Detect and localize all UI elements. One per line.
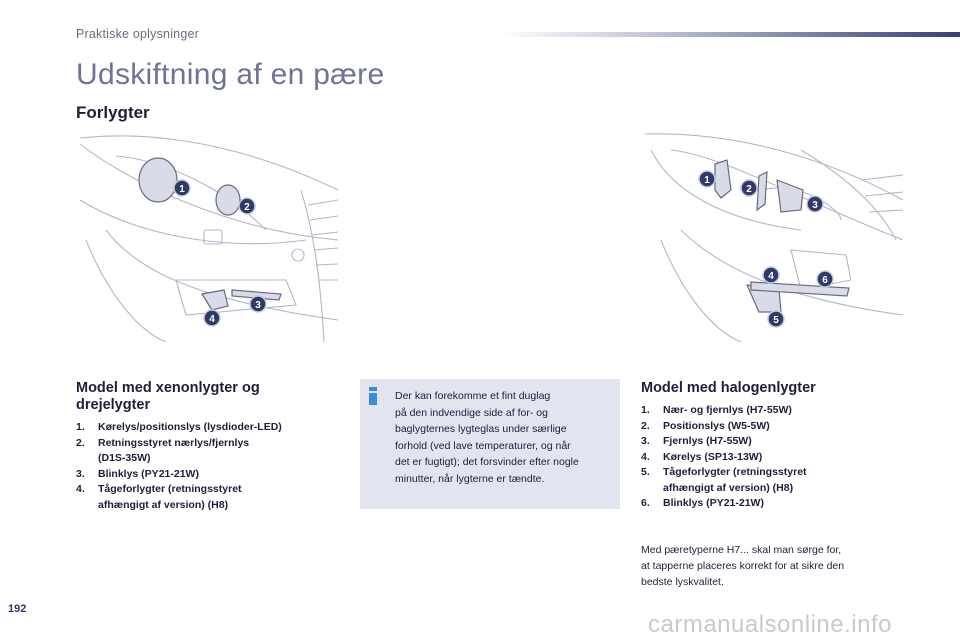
badge-halogen-5 [768, 311, 784, 327]
list-item: 4. Tågeforlygter (retningsstyret afhængigt af version) (H8) [76, 483, 242, 511]
list-item: 1. Nær- og fjernlys (H7-55W) [641, 404, 792, 416]
halogen-headlamp-illustration [641, 130, 903, 342]
badge-xenon-3 [250, 296, 266, 312]
xenon-section-title [76, 380, 336, 414]
list-item: 3. Blinklys (PY21-21W) [76, 467, 199, 480]
xenon-title-line1: Model med xenonlygter og [76, 380, 260, 396]
list-item: 5. Tågeforlygter (retningsstyret afhængigt af version) (H8) [641, 466, 807, 494]
list-item: 2. Retningsstyret nærlys/fjernlys (D1S-35W) [76, 436, 250, 464]
xenon-title-line2: drejelygter [76, 397, 151, 413]
list-item: 1. Kørelys/positionslys (lysdioder-LED) [76, 421, 282, 433]
badge-halogen-2 [741, 180, 757, 196]
list-item: 3. Fjernlys (H7-55W) [641, 435, 752, 447]
svg-text:4: 4 [209, 314, 215, 325]
badge-halogen-1 [699, 171, 715, 187]
list-item: 4. Kørelys (SP13-13W) [641, 450, 763, 463]
svg-text:2: 2 [244, 202, 250, 213]
badge-halogen-4 [763, 267, 779, 283]
svg-text:3: 3 [255, 300, 261, 311]
svg-text:5: 5 [773, 315, 779, 326]
halogen-section-title: Model med halogenlygter [641, 380, 816, 396]
badge-halogen-6 [817, 271, 833, 287]
svg-text:1: 1 [179, 184, 185, 195]
section-subtitle: Forlygter [76, 103, 150, 122]
badge-halogen-3 [807, 196, 823, 212]
page-number: 192 [8, 603, 27, 615]
info-icon [369, 387, 377, 405]
badge-xenon-4 [204, 310, 220, 326]
list-item: 6. Blinklys (PY21-21W) [641, 497, 764, 509]
section-label: Praktiske oplysninger [76, 27, 200, 41]
watermark: carmanualsonline.info [648, 611, 892, 638]
header-bar [498, 32, 960, 37]
list-item: 2. Positionslys (W5-5W) [641, 419, 770, 432]
info-text: Der kan forekomme et fint duglag på den indvendige side af for- og baglygternes lygteglas under særlige forhold (ved lave temperaturer, og når det er fugtigt); det forsvinder efter nogle minutter, når lygterne er tændte. [395, 390, 579, 485]
svg-text:6: 6 [822, 275, 828, 286]
xenon-bulb-list [76, 420, 346, 513]
halogen-bulb-list [641, 403, 911, 512]
svg-text:2: 2 [746, 184, 752, 195]
badge-xenon-2 [239, 198, 255, 214]
page-title: Udskiftning af en pære [76, 58, 385, 91]
svg-text:1: 1 [704, 175, 710, 186]
halogen-note: Med pæretyperne H7... skal man sørge for, at tapperne placeres korrekt for at sikre den bedste lyskvalitet. [641, 544, 845, 588]
svg-text:3: 3 [812, 200, 818, 211]
badge-xenon-1 [174, 180, 190, 196]
svg-text:4: 4 [768, 271, 774, 282]
xenon-headlamp-illustration [76, 130, 338, 342]
